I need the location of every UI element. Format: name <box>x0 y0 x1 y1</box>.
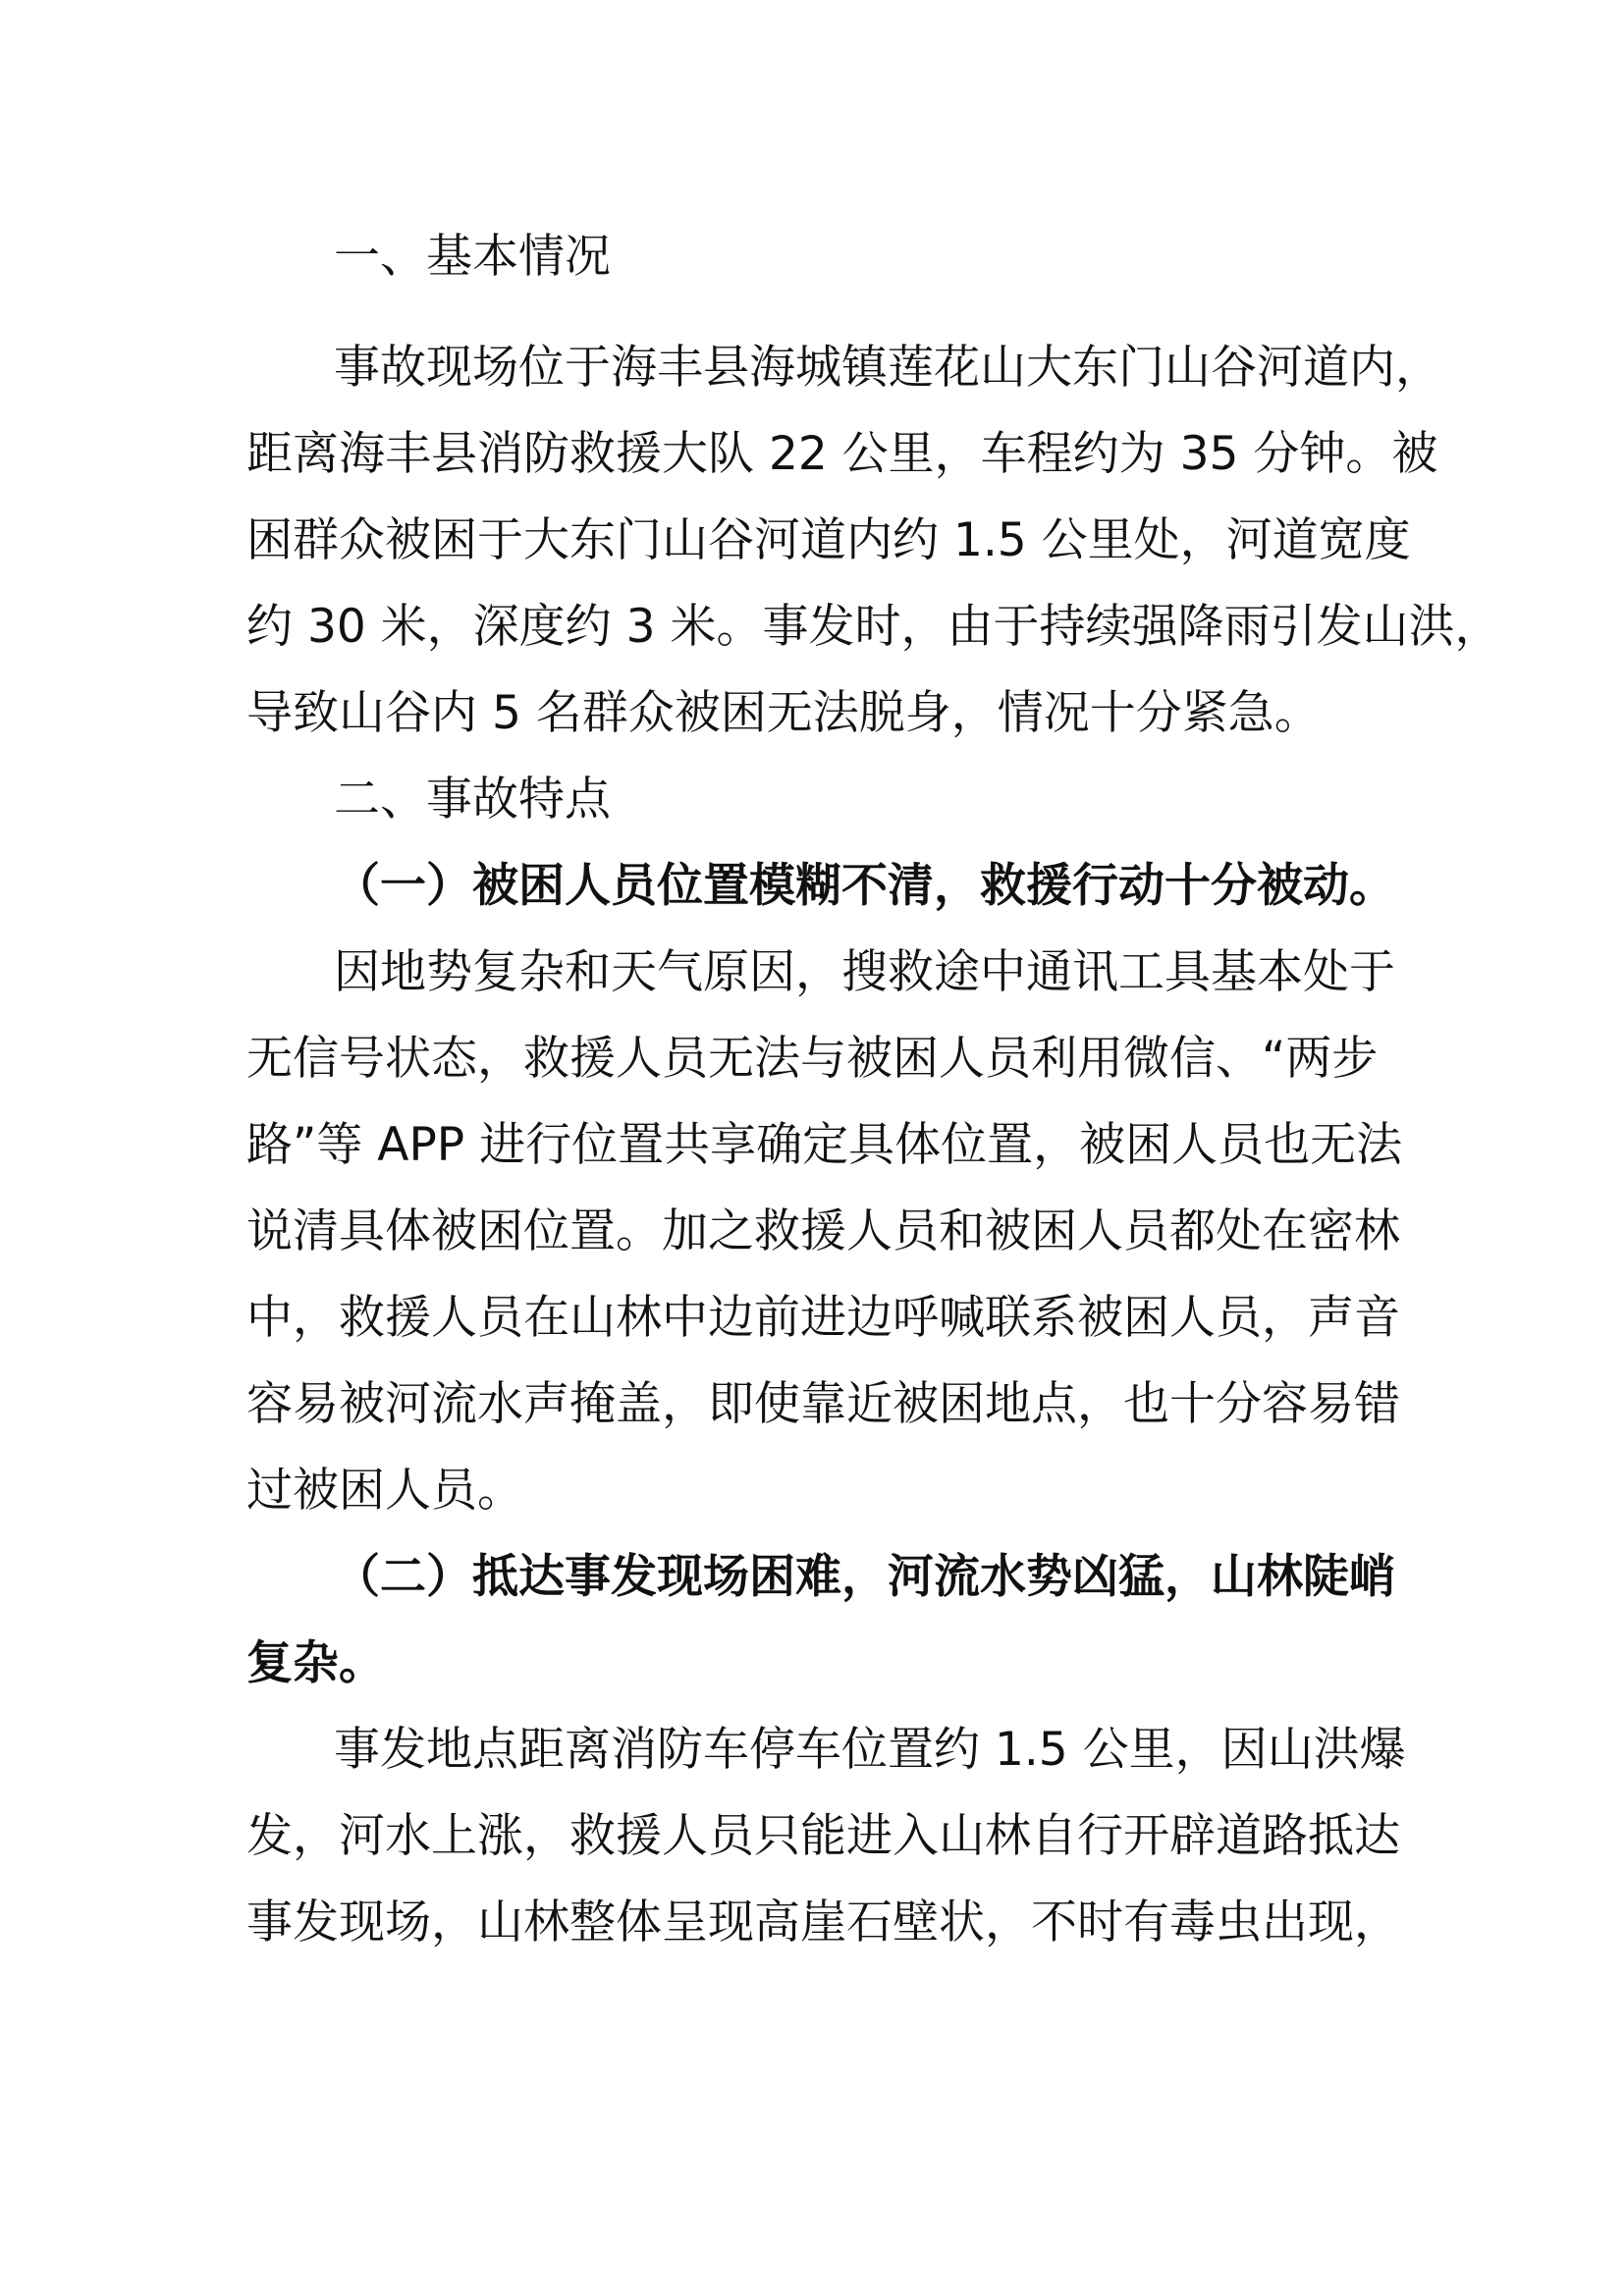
paragraph-line: 过被困人员。 <box>246 1464 523 1518</box>
subsection-title-2: （二）抵达事发现场困难，河流水势凶猛，山林陡峭 <box>334 1550 1395 1604</box>
paragraph-line: 距离海丰县消防救援大队 22 公里，车程约为 35 分钟。被 <box>246 427 1438 481</box>
section-heading-accident-features: 二、事故特点 <box>334 773 611 827</box>
paragraph-line: 发，河水上涨，救援人员只能进入山林自行开辟道路抵达 <box>246 1809 1400 1863</box>
paragraph-line: 说清具体被困位置。加之救援人员和被困人员都处在密林 <box>246 1204 1400 1258</box>
paragraph-line: 事发现场，山林整体呈现高崖石壁状，不时有毒虫出现， <box>246 1896 1400 1949</box>
paragraph-line: 容易被河流水声掩盖，即使靠近被困地点，也十分容易错 <box>246 1377 1400 1431</box>
paragraph-line: 路”等 APP 进行位置共享确定具体位置，被困人员也无法 <box>246 1118 1403 1172</box>
paragraph-line: 约 30 米，深度约 3 米。事发时，由于持续强降雨引发山洪， <box>246 600 1501 654</box>
paragraph-line: 无信号状态，救援人员无法与被困人员利用微信、“两步 <box>246 1032 1379 1086</box>
paragraph-line: 事故现场位于海丰县海城镇莲花山大东门山谷河道内， <box>334 341 1441 395</box>
subsection-title-1: （一）被困人员位置模糊不清，救援行动十分被动。 <box>334 859 1395 913</box>
paragraph-line: 因地势复杂和天气原因，搜救途中通讯工具基本处于 <box>334 945 1395 999</box>
paragraph-line: 事发地点距离消防车停车位置约 1.5 公里，因山洪爆 <box>334 1723 1406 1777</box>
section-heading-basic-situation: 一、基本情况 <box>334 230 611 284</box>
paragraph-line: 中，救援人员在山林中边前进边呼喊联系被困人员，声音 <box>246 1291 1400 1345</box>
paragraph-line: 困群众被困于大东门山谷河道内约 1.5 公里处，河道宽度 <box>246 513 1411 567</box>
paragraph-line: 导致山谷内 5 名群众被困无法脱身，情况十分紧急。 <box>246 686 1321 740</box>
subsection-title-2-continued: 复杂。 <box>246 1636 385 1690</box>
